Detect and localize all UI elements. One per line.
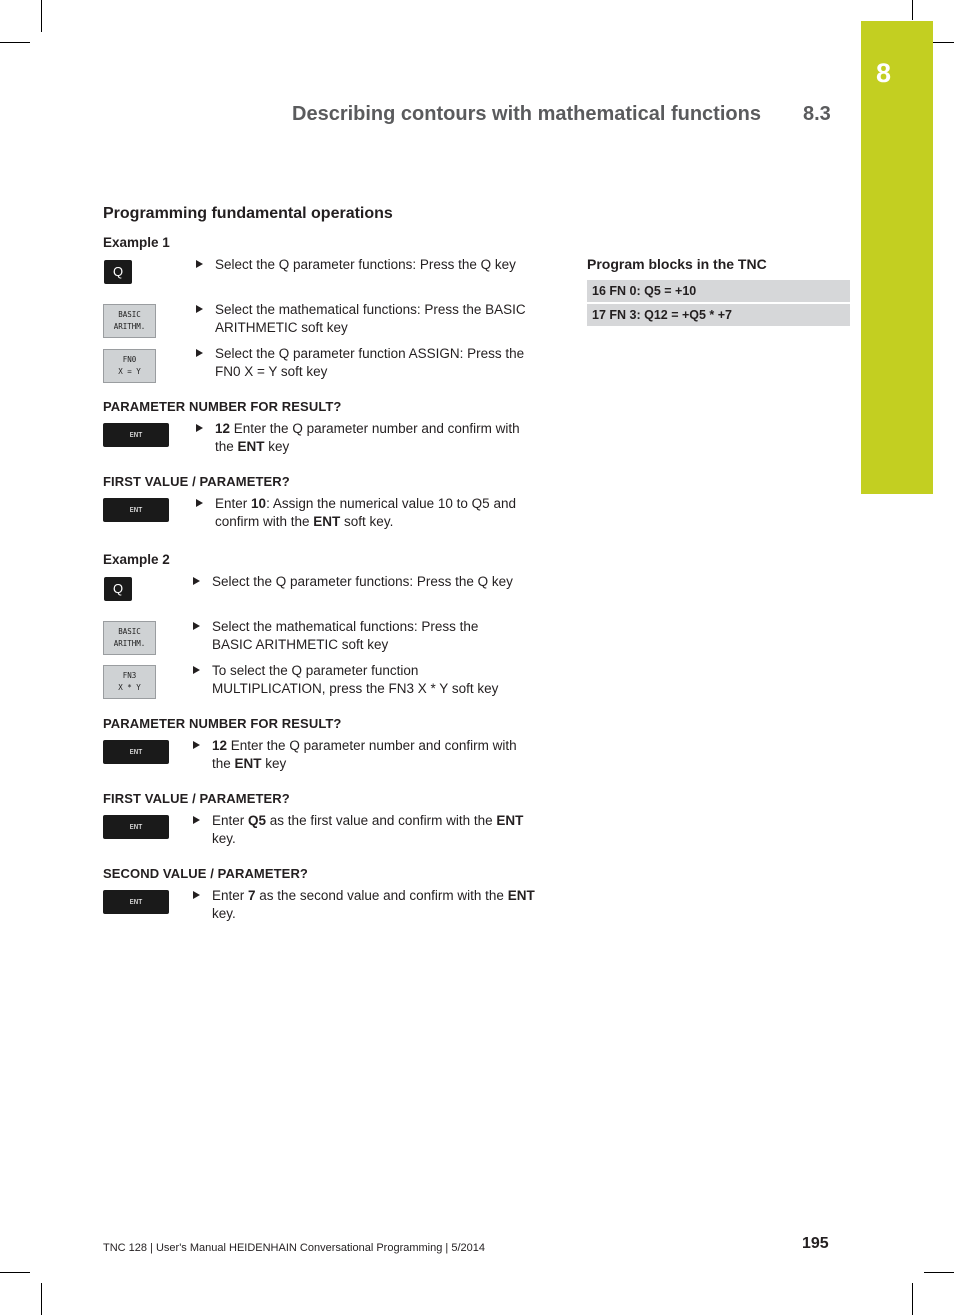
step-arrow-icon [193,666,200,674]
q-key[interactable]: Q [104,577,132,601]
fn0-softkey[interactable]: FN0 X = Y [103,349,156,383]
dialog-prompt: SECOND VALUE / PARAMETER? [103,866,308,881]
step-arrow-icon [193,622,200,630]
step-arrow-icon [196,424,203,432]
ent-key[interactable]: ENT [103,740,169,764]
crop-mark [41,0,42,32]
chapter-number: 8 [876,58,892,88]
crop-mark [0,42,30,43]
program-block-line: 17 FN 3: Q12 = +Q5 * +7 [587,304,850,326]
dialog-prompt: PARAMETER NUMBER FOR RESULT? [103,716,342,731]
ent-key[interactable]: ENT [103,498,169,522]
step-arrow-icon [196,305,203,313]
example-2-label: Example 2 [103,552,170,567]
crop-mark [0,1272,30,1273]
step-arrow-icon [196,349,203,357]
fn3-softkey[interactable]: FN3 X * Y [103,665,156,699]
section-heading: Programming fundamental operations [103,205,393,222]
basic-arithmetic-softkey[interactable]: BASIC ARITHM. [103,621,156,655]
dialog-prompt: PARAMETER NUMBER FOR RESULT? [103,399,342,414]
running-header-section: 8.3 [803,103,831,125]
step-arrow-icon [193,891,200,899]
program-blocks-title: Program blocks in the TNC [587,256,767,272]
step-arrow-icon [193,577,200,585]
crop-mark [924,1272,954,1273]
crop-mark [41,1283,42,1315]
q-key[interactable]: Q [104,260,132,284]
basic-arithmetic-softkey[interactable]: BASIC ARITHM. [103,304,156,338]
step-arrow-icon [193,816,200,824]
running-header-title: Describing contours with mathematical functions [292,103,761,125]
example-1-label: Example 1 [103,235,170,250]
ent-key[interactable]: ENT [103,815,169,839]
ent-key[interactable]: ENT [103,423,169,447]
step-arrow-icon [196,260,203,268]
step-arrow-icon [193,741,200,749]
dialog-prompt: FIRST VALUE / PARAMETER? [103,791,290,806]
chapter-tab [861,21,933,494]
step-arrow-icon [196,499,203,507]
program-block-line: 16 FN 0: Q5 = +10 [587,280,850,302]
page-number: 195 [802,1235,829,1252]
crop-mark [912,0,913,20]
dialog-prompt: FIRST VALUE / PARAMETER? [103,474,290,489]
footer-text: TNC 128 | User's Manual HEIDENHAIN Conversational Programming | 5/2014 [103,1242,485,1254]
crop-mark [912,1283,913,1315]
ent-key[interactable]: ENT [103,890,169,914]
